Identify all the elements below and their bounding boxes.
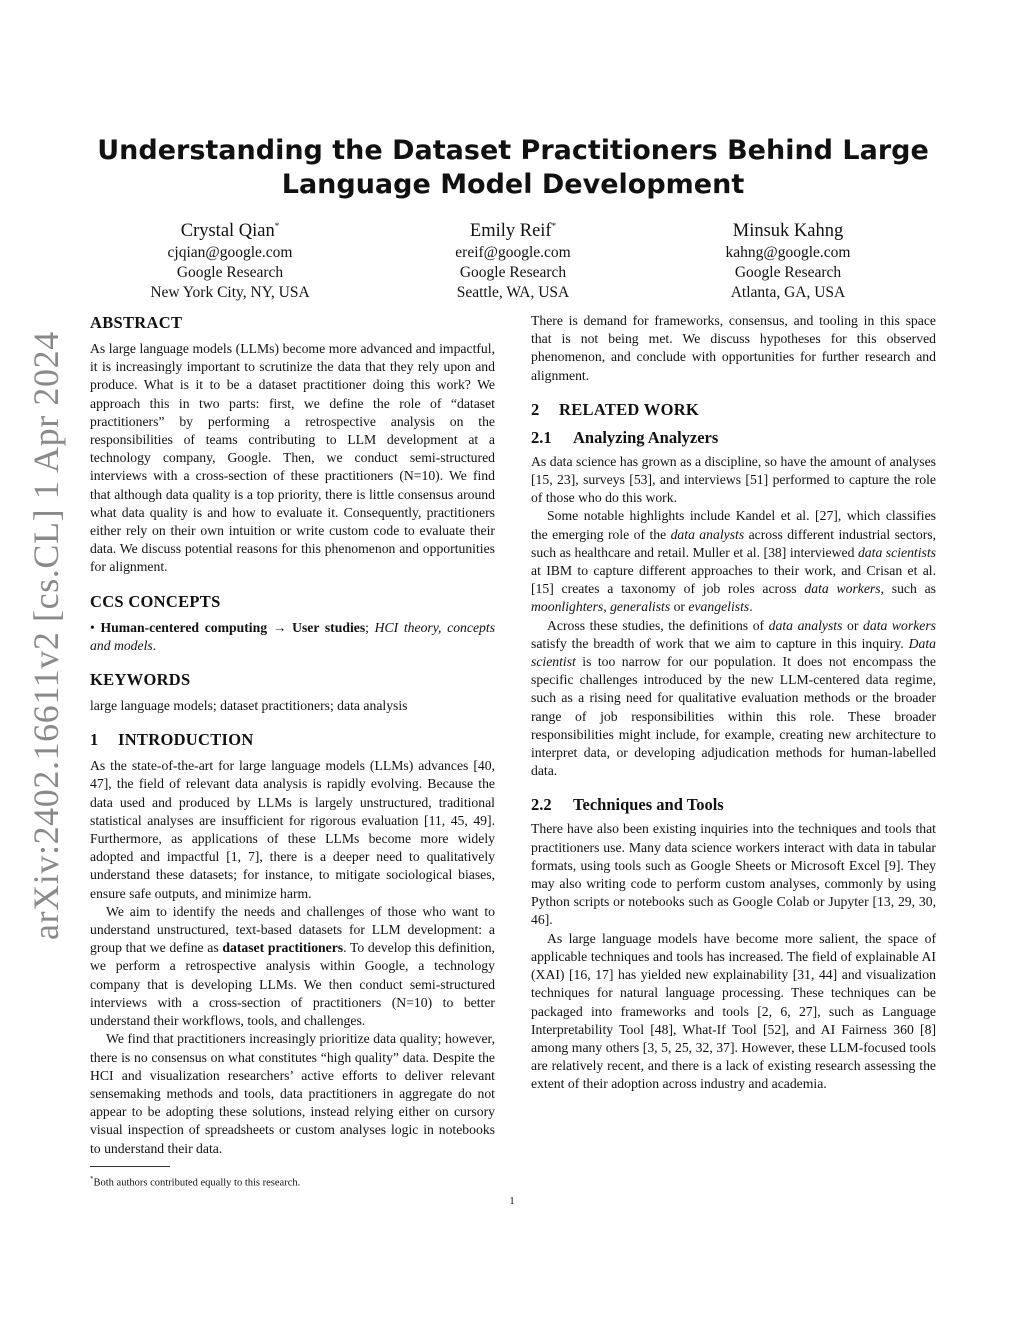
- equal-contribution-mark: *: [274, 221, 280, 231]
- subsection-title: Techniques and Tools: [573, 795, 724, 815]
- ccs-concepts: [90, 619, 495, 655]
- related-work-heading: [531, 399, 936, 421]
- italic-term: data workers: [863, 617, 937, 633]
- text-run: , such as: [880, 581, 937, 597]
- author-name: Emily Reif: [469, 221, 552, 242]
- author-affiliation: Google Research: [459, 264, 567, 282]
- footnote-text: Both authors contributed equally to this research.: [93, 1177, 301, 1189]
- author-location: Atlanta, GA, USA: [730, 284, 846, 302]
- author-email: kahng@google.com: [725, 244, 851, 262]
- author-3: [648, 214, 928, 303]
- text-run: or: [670, 599, 689, 615]
- related-2-2-paragraph-1: There have also been existing inquiries into the techniques and tools that practitioners use. Many data science workers interact with data in tabular formats, using tools such as Google Sheets or Microsoft Excel [9]. They may also writing code to perform custom analyses, commonly by using Python scripts or notebooks such as Google Colab or Jupyter [13, 29, 30, 46].: [531, 821, 936, 928]
- separator: ;: [365, 619, 369, 635]
- text-run: . To develop this definition, we perform a retrospective analysis within Google, a technology company that is developing LLMs. We then conduct semi-structured interviews with a cross-section of practitioners (N=10) to better understand their workflows, tools, and challenges.: [90, 940, 495, 1029]
- italic-term: data analysts: [768, 617, 843, 633]
- italic-term: data analysts: [670, 526, 745, 542]
- text-run: Some notable highlights include Kandel et al. [27], which classifies the emerging role of the: [531, 508, 936, 542]
- text-run: Across these studies, the definitions of: [547, 617, 769, 633]
- italic-term: Data scientist: [531, 635, 936, 670]
- footnote: [90, 1173, 300, 1190]
- author-location: New York City, NY, USA: [150, 284, 310, 302]
- page-number: 1: [509, 1195, 515, 1207]
- text-run: or: [842, 617, 863, 633]
- section-title: INTRODUCTION: [118, 730, 254, 750]
- section-title: RELATED WORK: [559, 399, 700, 419]
- keywords-heading: KEYWORDS: [90, 670, 191, 690]
- author-2: [373, 214, 653, 303]
- left-column: [90, 312, 495, 1158]
- arxiv-identifier: arXiv:2402.16611v2 [cs.CL] 1 Apr 2024: [26, 331, 66, 940]
- abstract-heading: ABSTRACT: [90, 313, 183, 332]
- related-2-1-paragraph-2: [531, 507, 936, 616]
- italic-term: evangelists: [688, 599, 750, 615]
- text-run: at IBM to capture different approaches to their work, and Crisan et al. [15] creates a taxonomy of job roles across: [531, 563, 936, 597]
- related-2-1-paragraph-1: As data science has grown as a discipline, so have the amount of analyses [15, 23], surveys [53], and interviews [51] performed to capture the role of those who do this work.: [531, 453, 936, 506]
- intro-paragraph-2: [90, 903, 495, 1030]
- section-number: 1: [90, 730, 99, 750]
- subsection-2-2-heading: [531, 794, 936, 816]
- author-name: Crystal Qian: [180, 221, 275, 242]
- author-email: ereif@google.com: [455, 244, 571, 262]
- paper-title: Understanding the Dataset Practitioners Behind Large Language Model Development: [97, 135, 929, 200]
- keywords-text: large language models; dataset practitioners; data analysis: [90, 698, 408, 714]
- section-number: 2: [531, 399, 540, 419]
- ccs-term: Human-centered computing: [100, 619, 268, 635]
- intro-paragraph-3: We find that practitioners increasingly prioritize data quality; however, there is no consensus on what constitutes “high quality” data. Despite the HCI and visualization researchers’ active efforts to deliver relevant sensemaking methods and tools, data practitioners in aggregate do not appear to be adopting these solutions, instead relying either on cursory visual inspection of spreadsheets or custom analyses logic in notebooks to understand their data.: [90, 1031, 495, 1156]
- ccs-heading: CCS CONCEPTS: [90, 591, 221, 611]
- bullet: •: [90, 619, 95, 635]
- author-block: [90, 214, 936, 304]
- defined-term: dataset practitioners: [222, 940, 344, 956]
- subsection-number: 2.2: [531, 795, 552, 815]
- italic-term: moonlighters, generalists: [531, 599, 671, 615]
- author-location: Seattle, WA, USA: [456, 284, 570, 302]
- abstract-text: As large language models (LLMs) become more advanced and impactful, it is increasingly important to scrutinize the data that they rely upon and produce. What is it to be a dataset practitioner doing this work? We approach this in two parts: first, we define the role of “dataset practitioners” by performing a retrospective analysis on the responsibilities of teams contributing to LLM development at a technology company, Google. Then, we conduct semi-structured interviews with a cross-section of these practitioners (N=10). We find that although data quality is a top priority, there is little consensus around what data quality is and how to evaluate it. Consequently, practitioners either rely on their own intuition or write custom code to evaluate their data. We discuss potential reasons for this phenomenon and opportunities for alignment.: [90, 341, 495, 575]
- ccs-subterm: User studies: [292, 619, 366, 635]
- text-run: We aim to identify the needs and challenges of those who want to understand unstructured, text-based datasets for LLM development: a group that we define as: [90, 903, 495, 956]
- footnote-rule: [90, 1166, 170, 1167]
- author-email: cjqian@google.com: [167, 244, 293, 262]
- equal-contribution-mark: *: [551, 221, 557, 231]
- italic-term: data workers: [804, 581, 881, 597]
- related-2-2-paragraph-2: As large language models have become more salient, the space of applicable techniques and tools has increased. The field of explainable AI (XAI) [16, 17] has yielded new explainability [31, 44] and visualization techniques for natural language processing. These techniques can be packaged into frameworks and tools [2, 6, 27], such as Language Interpretability Tool [48], What-If Tool [52], and AI Fairness 360 [8] among many others [3, 5, 25, 32, 37]. However, these LLM-focused tools are relatively recent, and there is a lack of existing research assessing the extent of their adoption across industry and academia.: [531, 930, 936, 1092]
- author-name: Minsuk Kahng: [732, 221, 844, 242]
- text-run: satisfy the breadth of work that we aim to capture in this inquiry.: [531, 635, 909, 651]
- intro-paragraph-4: There is demand for frameworks, consensus, and tooling in this space that is not being met. We discuss hypotheses for this observed phenomenon, and conclude with opportunities for further research and alignment.: [531, 313, 936, 383]
- related-2-1-paragraph-3: [531, 617, 936, 781]
- subsection-title: Analyzing Analyzers: [573, 427, 719, 447]
- author-affiliation: Google Research: [734, 264, 842, 282]
- intro-paragraph-1: As the state-of-the-art for large language models (LLMs) advances [40, 47], the field of relevant data analysis is rapidly evolving. Because the data used and produced by LLMs is largely unstructured, traditional statistical analyses are insufficient for rigorous evaluation [11, 45, 49]. Furthermore, as applications of these LLMs become more widely adopted and impactful [1, 7], there is a deeper need to qualitatively understand these datasets; for instance, to mitigate sociological biases, ensure safe outputs, and minimize harm.: [90, 758, 495, 901]
- italic-term: data scientists: [857, 544, 936, 560]
- text-run: across different industrial sectors, such as healthcare and retail. Muller et al. [38] interviewed: [531, 526, 936, 560]
- text-run: .: [749, 599, 753, 615]
- subsection-number: 2.1: [531, 427, 552, 447]
- intro-heading: [90, 729, 495, 751]
- author-affiliation: Google Research: [176, 264, 284, 282]
- arrow-glyph: →: [272, 619, 287, 635]
- text-run: is too narrow for our population. It does not encompass the specific challenges introduced by the new LLM-centered data regime, such as a rising need for qualitative evaluation methods or the broader range of job responsibilities within this role. These broader responsibilities might include, for example, creating new architecture to interpret data, or developing adjudication methods for human-labelled data.: [531, 654, 936, 779]
- period: .: [152, 637, 157, 653]
- footnote-mark: *: [90, 1175, 94, 1183]
- right-column: [531, 312, 936, 1094]
- author-1: [90, 214, 370, 303]
- ccs-italic-term: HCI theory, concepts and models: [90, 619, 496, 653]
- subsection-2-1-heading: [531, 427, 936, 449]
